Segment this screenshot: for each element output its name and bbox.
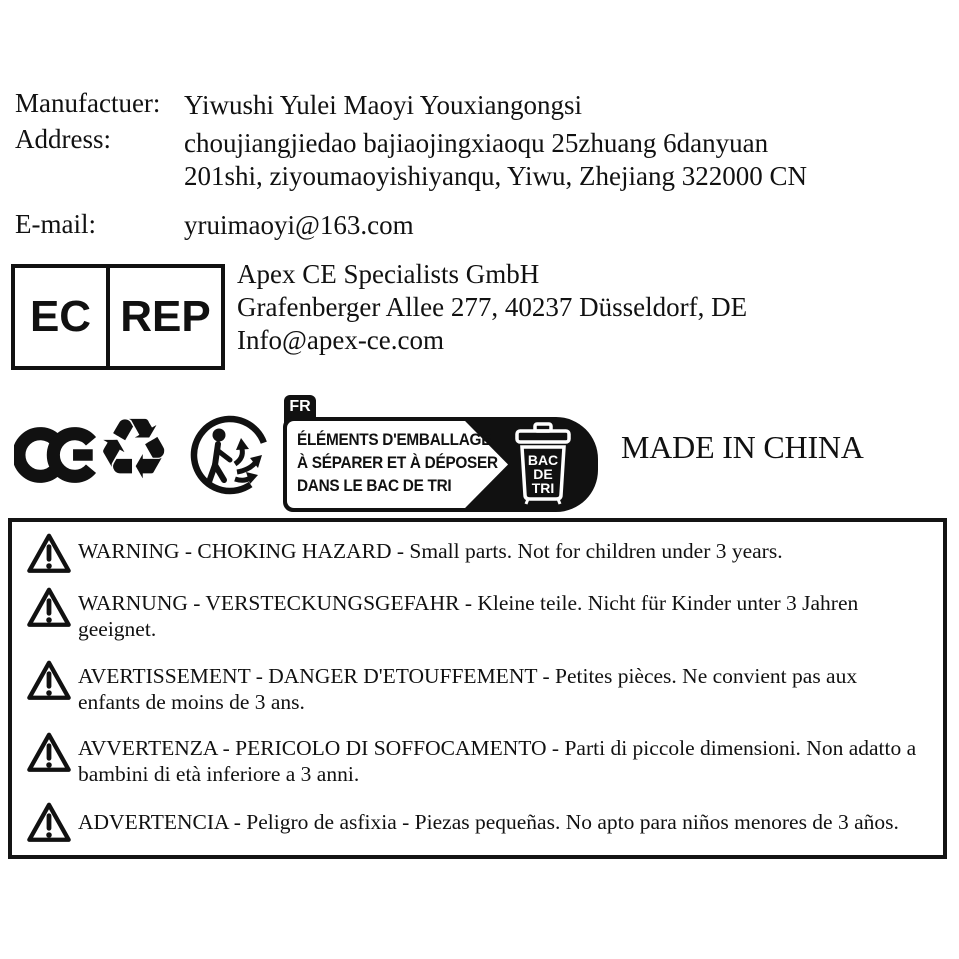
warning-triangle-icon — [26, 585, 72, 631]
ec-rep-cell-ec: EC — [15, 268, 110, 366]
sorting-instructions — [297, 429, 498, 498]
warning-triangle-icon — [26, 658, 72, 704]
address-label: Address: — [15, 124, 111, 154]
warning-box — [8, 518, 947, 859]
warning-text-it: AVVERTENZA - PERICOLO DI SOFFOCAMENTO - Parti di piccole dimensioni. Non adatto a bambini di età inferiore a 3 anni. — [78, 736, 917, 786]
ec-rep-box — [11, 264, 225, 370]
sorting-line-3: DANS LE BAC DE TRI — [297, 477, 452, 495]
warning-triangle-icon — [26, 730, 72, 776]
sorting-line-2: À SÉPARER ET À DÉPOSER — [297, 454, 498, 472]
ce-mark-icon — [14, 420, 96, 490]
triman-person-head — [213, 429, 226, 442]
sorting-banner — [283, 417, 598, 512]
manufacturer-value: Yiwushi Yulei Maoyi Youxiangongsi — [184, 90, 583, 120]
address-line-1: choujiangjiedao bajiaojingxiaoqu 25zhuang 6danyuan — [184, 128, 769, 158]
warning-text-es: ADVERTENCIA - Peligro de asfixia - Piezas pequeñas. No apto para niños menores de 3 años. — [78, 810, 899, 834]
triman-person-body — [209, 444, 230, 482]
sorting-line-1: ÉLÉMENTS D'EMBALLAGE — [297, 431, 492, 449]
ec-rep-company: Apex CE Specialists GmbH — [237, 259, 540, 289]
ec-rep-address: Grafenberger Allee 277, 40237 Düsseldorf, DE — [237, 292, 748, 322]
email-label: E-mail: — [15, 209, 96, 239]
email-value: yruimaoyi@163.com — [184, 210, 414, 240]
recycling-symbol-icon: ♻ — [96, 400, 172, 498]
address-line-2: 201shi, ziyoumaoyishiyanqu, Yiwu, Zhejiang 322000 CN — [184, 161, 807, 191]
sorting-bin-icon — [511, 422, 575, 506]
bin-word-3: TRI — [531, 480, 555, 496]
warning-text-en: WARNING - CHOKING HAZARD - Small parts. Not for children under 3 years. — [78, 539, 783, 563]
ec-rep-details — [237, 258, 747, 357]
ce-mark-e-bar — [73, 449, 93, 460]
ec-rep-cell-rep: REP — [120, 292, 211, 341]
triman-arrows — [235, 438, 262, 484]
warning-text-fr: AVERTISSEMENT - DANGER D'ETOUFFEMENT - Petites pièces. Ne convient pas aux enfants de moins de 3 ans. — [78, 664, 858, 714]
triman-sorting-info-sign — [283, 395, 598, 513]
ec-rep-email: Info@apex-ce.com — [237, 325, 445, 355]
manufacturer-label: Manufactuer: — [15, 88, 161, 118]
warning-triangle-icon — [26, 531, 72, 577]
warning-triangle-icon — [26, 800, 72, 846]
triman-icon — [188, 413, 272, 497]
warning-text-de: WARNUNG - VERSTECKUNGSGEFAHR - Kleine teile. Nicht für Kinder unter 3 Jahren geeignet. — [78, 591, 859, 641]
bin-word-2: DE — [533, 466, 553, 482]
fr-tab-label: FR — [284, 395, 316, 423]
made-in-china-text: MADE IN CHINA — [621, 429, 864, 465]
address-value — [184, 127, 807, 193]
bin-word-1: BAC — [527, 452, 559, 468]
